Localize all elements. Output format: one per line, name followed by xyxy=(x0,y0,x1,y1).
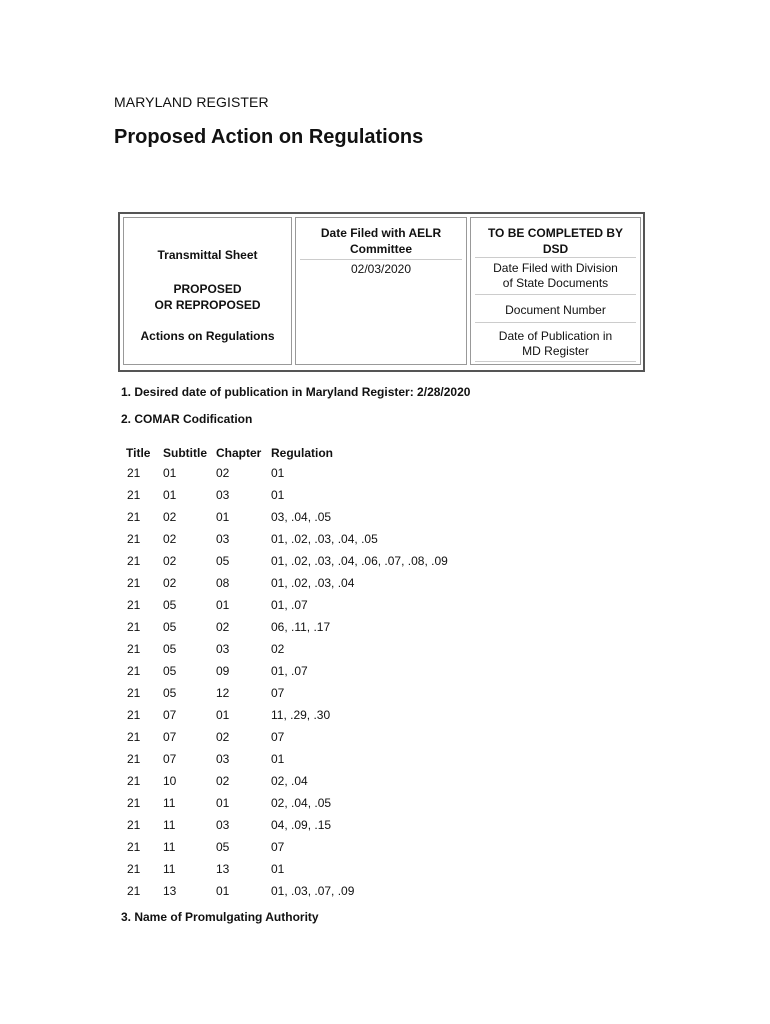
cell-regulation: 03, .04, .05 xyxy=(271,510,332,524)
cell-title: 21 xyxy=(127,884,141,898)
cell-regulation: 01 xyxy=(271,752,285,766)
cell-subtitle: 11 xyxy=(163,862,176,876)
transmittal-inner xyxy=(123,217,640,367)
table-row xyxy=(121,550,521,572)
cell-title: 21 xyxy=(127,620,141,634)
cell-title: 21 xyxy=(127,466,141,480)
cell-subtitle: 02 xyxy=(163,554,177,568)
proposed-label: PROPOSED xyxy=(173,282,242,296)
divider xyxy=(475,361,636,362)
column-header-chapter: Chapter xyxy=(216,446,262,460)
cell-chapter: 12 xyxy=(216,686,230,700)
cell-title: 21 xyxy=(127,862,141,876)
table-row xyxy=(121,660,521,682)
table-row xyxy=(121,748,521,770)
cell-subtitle: 05 xyxy=(163,642,177,656)
divider xyxy=(475,322,636,323)
cell-title: 21 xyxy=(127,752,141,766)
codification-body xyxy=(121,462,521,902)
column-header-title: Title xyxy=(126,446,151,460)
cell-regulation: 11, .29, .30 xyxy=(271,708,331,722)
cell-title: 21 xyxy=(127,686,141,700)
cell-chapter: 03 xyxy=(216,818,230,832)
cell-subtitle: 05 xyxy=(163,620,177,634)
cell-regulation: 02 xyxy=(271,642,285,656)
dsd-heading: TO BE COMPLETED BY DSD xyxy=(487,226,624,256)
cell-chapter: 13 xyxy=(216,862,230,876)
cell-chapter: 02 xyxy=(216,466,230,480)
cell-subtitle: 02 xyxy=(163,576,177,590)
cell-chapter: 02 xyxy=(216,774,230,788)
desired-publication-date: 1. Desired date of publication in Maryland Register: 2/28/2020 xyxy=(121,385,471,399)
cell-title: 21 xyxy=(127,576,141,590)
publication-date-label: Date of Publication in MD Register xyxy=(498,329,613,358)
cell-regulation: 01, .02, .03, .04, .05 xyxy=(271,532,378,546)
cell-title: 21 xyxy=(127,796,141,810)
actions-on-regulations-label: Actions on Regulations xyxy=(140,329,275,343)
cell-regulation: 07 xyxy=(271,686,285,700)
table-row xyxy=(121,726,521,748)
cell-title: 21 xyxy=(127,664,141,678)
cell-chapter: 01 xyxy=(216,510,230,524)
cell-title: 21 xyxy=(127,598,141,612)
cell-regulation: 01 xyxy=(271,466,285,480)
cell-regulation: 02, .04, .05 xyxy=(271,796,332,810)
dsd-cell xyxy=(470,217,641,365)
cell-regulation: 01 xyxy=(271,862,285,876)
page-title: Proposed Action on Regulations xyxy=(114,126,424,148)
cell-regulation: 01 xyxy=(271,488,285,502)
cell-subtitle: 10 xyxy=(163,774,177,788)
cell-subtitle: 11 xyxy=(163,796,176,810)
cell-chapter: 01 xyxy=(216,708,230,722)
codification-header-row xyxy=(121,444,521,462)
cell-chapter: 05 xyxy=(216,554,230,568)
cell-subtitle: 07 xyxy=(163,730,177,744)
cell-chapter: 01 xyxy=(216,598,230,612)
cell-title: 21 xyxy=(127,730,141,744)
cell-chapter: 03 xyxy=(216,752,230,766)
cell-chapter: 08 xyxy=(216,576,230,590)
cell-title: 21 xyxy=(127,532,141,546)
column-header-subtitle: Subtitle xyxy=(163,446,207,460)
cell-subtitle: 07 xyxy=(163,752,177,766)
cell-subtitle: 13 xyxy=(163,884,177,898)
cell-chapter: 01 xyxy=(216,884,230,898)
table-row xyxy=(121,858,521,880)
aelr-filed-heading: Date Filed with AELR Committee xyxy=(320,226,442,256)
cell-title: 21 xyxy=(127,708,141,722)
dsd-date-filed-label: Date Filed with Division of State Documents xyxy=(493,261,618,290)
cell-subtitle: 05 xyxy=(163,686,177,700)
cell-regulation: 01, .02, .03, .04, .06, .07, .08, .09 xyxy=(271,554,448,568)
cell-chapter: 03 xyxy=(216,488,230,502)
divider xyxy=(475,294,636,295)
cell-chapter: 02 xyxy=(216,620,230,634)
table-row xyxy=(121,572,521,594)
aelr-filed-date: 02/03/2020 xyxy=(350,262,412,276)
cell-title: 21 xyxy=(127,510,141,524)
table-row xyxy=(121,506,521,528)
table-row xyxy=(121,836,521,858)
cell-regulation: 01, .07 xyxy=(271,598,308,612)
cell-title: 21 xyxy=(127,642,141,656)
comar-codification-heading: 2. COMAR Codification xyxy=(121,412,253,426)
cell-title: 21 xyxy=(127,818,141,832)
divider xyxy=(300,259,462,260)
header-label: MARYLAND REGISTER xyxy=(114,94,269,110)
cell-chapter: 02 xyxy=(216,730,230,744)
table-row xyxy=(121,880,521,902)
cell-subtitle: 01 xyxy=(163,488,177,502)
promulgating-authority-heading: 3. Name of Promulgating Authority xyxy=(121,910,319,924)
transmittal-box xyxy=(118,212,645,372)
cell-subtitle: 05 xyxy=(163,598,177,612)
cell-chapter: 05 xyxy=(216,840,230,854)
table-row xyxy=(121,814,521,836)
table-row xyxy=(121,792,521,814)
table-row xyxy=(121,616,521,638)
cell-subtitle: 07 xyxy=(163,708,177,722)
cell-regulation: 01, .07 xyxy=(271,664,308,678)
column-header-regulation: Regulation xyxy=(271,446,333,460)
cell-title: 21 xyxy=(127,774,141,788)
table-row xyxy=(121,462,521,484)
cell-subtitle: 02 xyxy=(163,532,177,546)
cell-subtitle: 01 xyxy=(163,466,177,480)
cell-regulation: 02, .04 xyxy=(271,774,308,788)
table-row xyxy=(121,528,521,550)
cell-regulation: 01, .03, .07, .09 xyxy=(271,884,355,898)
table-row xyxy=(121,638,521,660)
cell-subtitle: 02 xyxy=(163,510,177,524)
table-row xyxy=(121,594,521,616)
table-row xyxy=(121,682,521,704)
aelr-filing-cell xyxy=(295,217,467,365)
cell-subtitle: 11 xyxy=(163,840,176,854)
document-number-label: Document Number xyxy=(505,303,606,317)
cell-chapter: 03 xyxy=(216,642,230,656)
transmittal-sheet-cell xyxy=(123,217,292,365)
transmittal-sheet-label: Transmittal Sheet xyxy=(157,248,258,262)
cell-regulation: 04, .09, .15 xyxy=(271,818,332,832)
cell-regulation: 07 xyxy=(271,730,285,744)
cell-subtitle: 05 xyxy=(163,664,177,678)
cell-title: 21 xyxy=(127,554,141,568)
table-row xyxy=(121,484,521,506)
cell-chapter: 09 xyxy=(216,664,230,678)
cell-title: 21 xyxy=(127,488,141,502)
cell-regulation: 06, .11, .17 xyxy=(271,620,331,634)
reproposed-label: OR REPROPOSED xyxy=(154,298,261,312)
table-row xyxy=(121,704,521,726)
divider xyxy=(475,257,636,258)
table-row xyxy=(121,770,521,792)
cell-regulation: 01, .02, .03, .04 xyxy=(271,576,355,590)
codification-table xyxy=(121,444,521,902)
cell-chapter: 01 xyxy=(216,796,230,810)
cell-regulation: 07 xyxy=(271,840,285,854)
cell-subtitle: 11 xyxy=(163,818,176,832)
cell-chapter: 03 xyxy=(216,532,230,546)
cell-title: 21 xyxy=(127,840,141,854)
